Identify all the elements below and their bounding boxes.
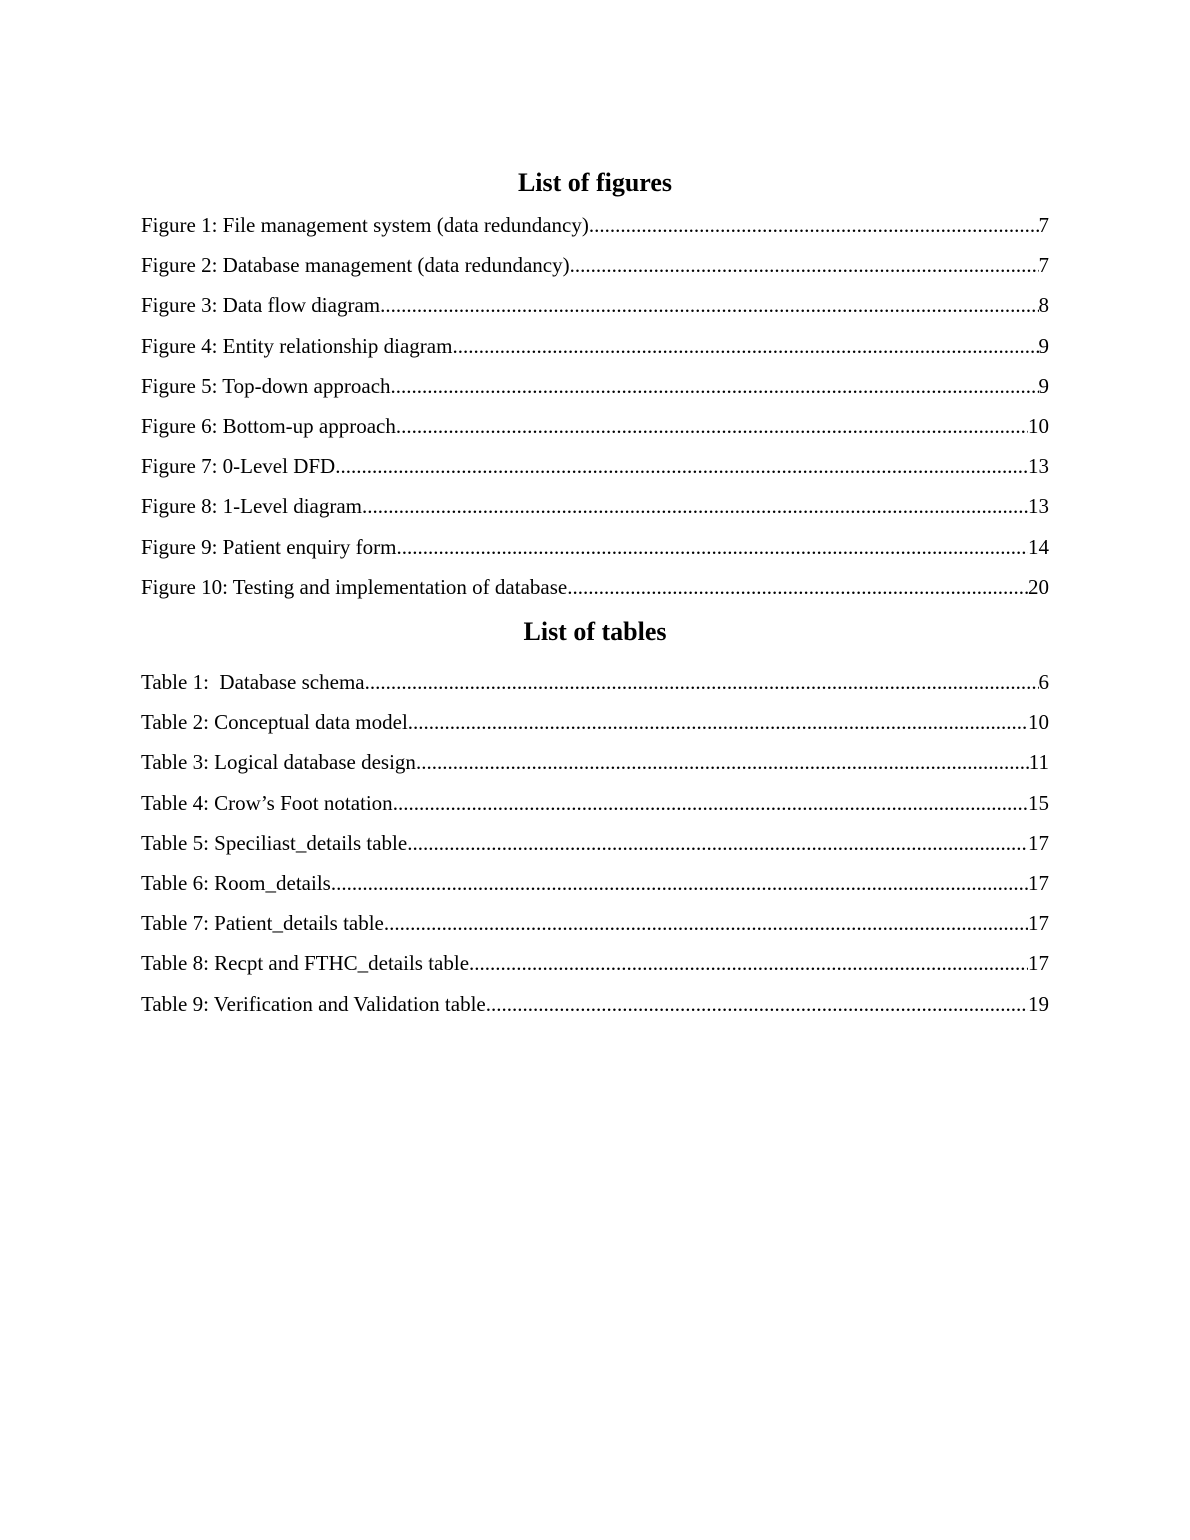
toc-entry-title: Figure 10: Testing and implementation of database [141,574,568,599]
toc-entry-page: 7 [1038,253,1049,278]
toc-entry[interactable] [141,574,1049,614]
dot-leader [589,212,1039,238]
toc-entry-page: 17 [1028,870,1049,895]
dot-leader [391,373,1039,399]
toc-entry-title: Table 2: Conceptual data model [141,710,408,735]
toc-entry-page: 17 [1028,951,1049,976]
toc-entry-page: 13 [1028,454,1049,479]
toc-entry[interactable] [141,790,1049,830]
dot-leader [408,709,1028,735]
toc-entry-title: Figure 7: 0-Level DFD [141,454,336,479]
toc-entry-title: Table 9: Verification and Validation table [141,991,486,1016]
toc-entry-title: Figure 1: File management system (data redundancy) [141,213,589,237]
toc-entry-title: Table 6: Room_details [141,870,331,895]
dot-leader [452,333,1038,359]
toc-entry-title: Table 5: Speciliast_details table [141,830,408,855]
toc-entry-page: 15 [1028,790,1049,815]
toc-entry-page: 14 [1028,534,1049,559]
toc-entry-title: Figure 2: Database management (data redundancy) [141,253,570,278]
tables-heading: List of tables [523,617,667,646]
toc-entry[interactable] [141,749,1049,789]
toc-entry-page: 13 [1028,494,1049,519]
toc-entry[interactable] [141,669,1049,709]
toc-entry-page: 19 [1028,991,1049,1016]
toc-entry[interactable] [141,413,1049,453]
toc-entry-title: Table 8: Recpt and FTHC_details table [141,951,470,976]
toc-entry[interactable] [141,493,1049,533]
toc-entry-title: Figure 3: Data flow diagram [141,293,381,318]
toc-entry[interactable] [141,950,1049,990]
toc-entry-page: 9 [1038,373,1049,398]
dot-leader [380,292,1038,318]
toc-entry-title: Figure 4: Entity relationship diagram [141,333,453,358]
toc-entry[interactable] [141,252,1049,292]
dot-leader [362,493,1028,519]
toc-entry-page: 20 [1028,574,1049,599]
toc-entry[interactable] [141,709,1049,749]
dot-leader [416,749,1029,775]
toc-entry[interactable] [141,212,1049,252]
toc-entry-title: Figure 9: Patient enquiry form [141,534,397,559]
dot-leader [335,453,1028,479]
dot-leader [396,413,1028,439]
toc-entry-page: 11 [1028,750,1049,775]
toc-entry-title: Figure 5: Top-down approach [141,373,391,398]
dot-leader [567,574,1028,600]
toc-entry[interactable] [141,870,1049,910]
dot-leader [396,534,1028,560]
dot-leader [384,910,1028,936]
toc-entry[interactable] [141,373,1049,413]
dot-leader [407,830,1028,856]
toc-entry-title: Table 4: Crow’s Foot notation [141,790,393,815]
dot-leader [486,991,1028,1017]
tables-list [141,669,1049,1031]
toc-entry-page: 17 [1028,830,1049,855]
toc-entry-page: 17 [1028,911,1049,936]
dot-leader [570,252,1039,278]
toc-entry-page: 10 [1028,413,1049,438]
dot-leader [365,669,1039,695]
toc-entry-page: 7 [1038,213,1049,237]
toc-entry-title: Table 3: Logical database design [141,750,416,775]
toc-entry[interactable] [141,991,1049,1031]
toc-entry-title: Figure 6: Bottom-up approach [141,413,396,438]
dot-leader [393,790,1028,816]
toc-entry[interactable] [141,453,1049,493]
toc-entry-title: Figure 8: 1-Level diagram [141,494,363,519]
dot-leader [469,950,1028,976]
toc-entry[interactable] [141,292,1049,332]
toc-entry-title: Table 1: Database schema [141,670,365,694]
toc-entry[interactable] [141,830,1049,870]
toc-entry-page: 9 [1038,333,1049,358]
toc-entry[interactable] [141,333,1049,373]
dot-leader [331,870,1028,896]
toc-entry-page: 8 [1038,293,1049,318]
toc-entry-page: 10 [1028,710,1049,735]
figures-heading: List of figures [517,168,673,197]
toc-entry-page: 6 [1038,670,1049,694]
figures-list [141,212,1049,614]
toc-entry-title: Table 7: Patient_details table [141,911,384,936]
toc-entry[interactable] [141,910,1049,950]
toc-entry[interactable] [141,534,1049,574]
